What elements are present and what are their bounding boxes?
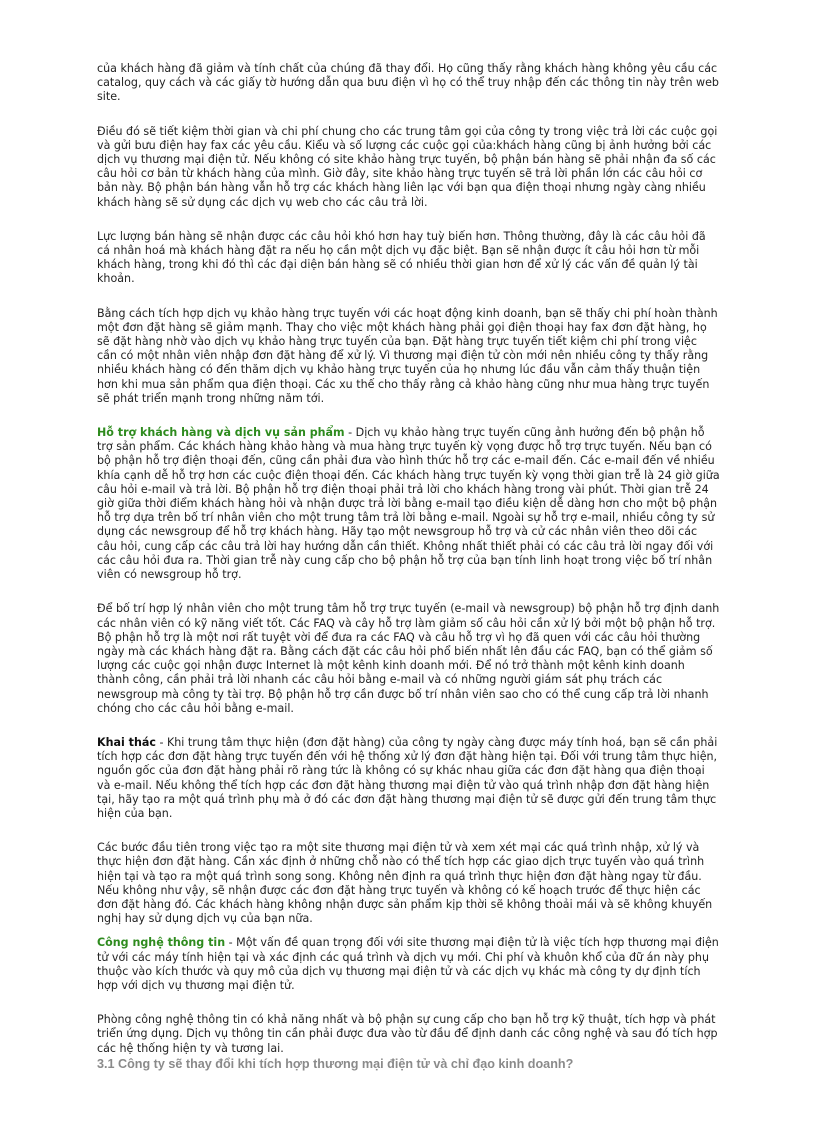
paragraph-customer-catalog: của khách hàng đã giảm và tính chất của chúng đã thay đổi. Họ cũng thấy rằng khách hàng không yêu cầu các catalog, quy cách và các giấy tờ hướng dẫn qua bưu điện vì họ có thể truy nhập đến các thông tin này trên web site. xyxy=(97,62,719,104)
document-page xyxy=(97,62,720,1072)
paragraph-operations-body: - Khi trung tâm thực hiện (đơn đặt hàng) của công ty ngày càng được máy tính hoá, bạn sẽ cần phải tích hợp các đơn đặt hàng trực tuyến đến với hệ thống xử lý đơn đặt hàng hiện tại. Đối với trung tâm thực hiện, nguồn gốc của đơn đặt hàng phải rõ ràng tức là không có sự khác nhau giữa các đơn đặt hàng qua điện thoại và e-mail. Nếu không thể tích hợp các đơn đặt hàng thương mại điện tử vào quá trình nhập đơn đặt hàng hiện tại, hãy tạo ra một quá trình phụ mà ở đó các đơn đặt hàng thương mại điện tử sẽ được gửi đến trung tâm thực hiện của bạn. xyxy=(97,735,718,820)
paragraph-customer-support xyxy=(97,426,720,582)
paragraph-first-steps: Các bước đầu tiên trong việc tạo ra một site thương mại điện tử và xem xét mại các quá trình nhập, xử lý và thực hiện đơn đặt hàng. Cần xác định ở những chỗ nào có thể tích hợp các giao dịch trực tuyến vào quá trình hiện tại và tạo ra một quá trình song song. Không nên định ra quá trình thực hiện đơn đặt hàng ngay từ đầu. Nếu không như vậy, sẽ nhận được các đơn đặt hàng trực tuyến và không có kế hoạch trước để thực hiện các đơn đặt hàng đó. Các khách hàng không nhận được sản phẩm kịp thời sẽ không thoải mái và sẽ không khuyến nghị hay sử dụng dịch vụ của bạn nữa. xyxy=(97,841,713,926)
paragraph-information-technology xyxy=(97,936,720,993)
heading-customer-support: Hỗ trợ khách hàng và dịch vụ sản phẩm xyxy=(97,426,345,440)
paragraph-customer-support-body: - Dịch vụ khảo hàng trực tuyến cũng ảnh hưởng đến bộ phận hỗ trợ sản phẩm. Các khách hàng khảo hàng và mua hàng trực tuyến kỳ vọng được hỗ trợ trực tuyến. Nếu bạn có bộ phận hỗ trợ điện thoại đến, cũng cần phải đưa vào hình thức hỗ trợ các e-mail đến. Các e-mail đến về nhiều khía cạnh dễ hỗ trợ hơn các cuộc điện thoại đến. Các khách hàng trực tuyến kỳ vọng thời gian trễ là 24 giờ giữa câu hỏi e-mail và trả lời. Bộ phận hỗ trợ điện thoại phải trả lời cho khách hàng trong vài phút. Thời gian trễ 24 giờ giữa thời điểm khách hàng hỏi và nhận được trả lời bằng e-mail tạo điều kiện dễ dàng hơn cho một bộ phận hỗ trợ dựa trên bố trí nhân viên cho một trung tâm trả lời bằng e-mail. Ngoài sự hỗ trợ e-mail, nhiều công ty sử dụng các newsgroup để hỗ trợ khách hàng. Hãy tạo một newsgroup hỗ trợ và cử các nhân viên theo dõi các câu hỏi, cung cấp các câu trả lời hay hướng dẫn cần thiết. Không nhất thiết phải có các câu trả lời ngay đối với các câu hỏi đưa ra. Thời gian trễ này cung cấp cho bộ phận hỗ trợ của bạn tính linh hoạt trong việc bố trí nhân viên có newsgroup hỗ trợ. xyxy=(97,426,720,582)
paragraph-operations xyxy=(97,736,720,821)
paragraph-information-technology-body: - Một vấn đề quan trọng đối với site thương mại điện tử là việc tích hợp thương mại điện tử với các máy tính hiện tại và xác định các quá trình và dịch vụ mới. Chi phí và khuôn khổ của đữ án này phụ thuộc vào kích thước và quy mô của dịch vụ thương mại điện tử và các dịch vụ khác mà công ty dự định tích hợp với dịch vụ thương mại điện tử. xyxy=(97,936,719,992)
heading-operations: Khai thác xyxy=(97,735,156,749)
paragraph-order-integration: Bằng cách tích hợp dịch vụ khảo hàng trực tuyến với các hoạt động kinh doanh, bạn sẽ thấy chi phí hoàn thành một đơn đặt hàng sẽ giảm mạnh. Thay cho việc một khách hàng phải gọi điện thoại hay fax đơn đặt hàng, họ sẽ đặt hàng nhờ vào dịch vụ khảo hàng trực tuyến của bạn. Đặt hàng trực tuyến tiết kiệm chi phí trong việc cần có một nhân viên nhập đơn đặt hàng để xử lý. Vì thương mại điện tử còn mới nên nhiều công ty thấy rằng nhiều khách hàng có đến thăm dịch vụ khảo hàng trực tuyến của họ nhưng lúc đầu vẫn cảm thấy thuận tiện hơn khi mua sản phẩm qua điện thoại. Các xu thế cho thấy rằng cả khảo hàng cũng như mua hàng trực tuyến sẽ phát triển mạnh trong những năm tới. xyxy=(97,306,718,405)
paragraph-sales-force: Lực lượng bán hàng sẽ nhận được các câu hỏi khó hơn hay tuỳ biến hơn. Thông thường, đây là các câu hỏi đã cá nhân hoá mà khách hàng đặt ra nếu họ cần một dịch vụ đặc biệt. Bạn sẽ nhận được ít câu hỏi hơn từ mỗi khách hàng, trong khi đó thì các đại diện bán hàng sẽ có nhiều thời gian hơn để xử lý các vấn đề quản lý tài khoản. xyxy=(97,229,706,286)
heading-information-technology: Công nghệ thông tin xyxy=(97,936,226,950)
paragraph-it-department: Phòng công nghệ thông tin có khả năng nhất và bộ phận sự cung cấp cho bạn hỗ trợ kỹ thuật, tích hợp và phát triển ứng dụng. Dịch vụ thông tin cần phải được đưa vào từ đầu để định danh các công nghệ và sau đó tích hợp các hệ thống hiện ty và tương lai. xyxy=(97,1013,718,1055)
paragraph-support-staffing: Để bố trí hợp lý nhân viên cho một trung tâm hỗ trợ trực tuyến (e-mail và newsgroup) bộ phận hỗ trợ định danh các nhân viên có kỹ năng viết tốt. Các FAQ và cây hỗ trợ làm giảm số câu hỏi cần xử lý bởi một bộ phận hỗ trợ. Bộ phận hỗ trợ là một nơi rất tuyệt vời để đưa ra các FAQ và câu hỗ trợ vì họ đã quen với các câu hỏi thường ngày mà các khách hàng đặt ra. Bằng cách đặt các câu hỏi phổ biến nhất lên đầu các FAQ, bạn có thể giảm số lượng các cuộc gọi nhận được Internet là một kênh kinh doanh mới. Để nó trở thành một kênh kinh doanh thành công, cần phải trả lời nhanh các câu hỏi bằng e-mail và có những người giám sát phụ trách các newsgroup mà công ty tài trợ. Bộ phận hỗ trợ cần được bố trí nhân viên sao cho có thể cung cấp trả lời nhanh chóng cho các câu hỏi bằng e-mail. xyxy=(97,602,720,715)
section-title: 3.1 Công ty sẽ thay đổi khi tích hợp thương mại điện tử và chỉ đạo kinh doanh? xyxy=(97,1056,574,1071)
paragraph-call-center: Điều đó sẽ tiết kiệm thời gian và chi phí chung cho các trung tâm gọi của công ty trong việc trả lời các cuộc gọi và gửi bưu điện hay fax các yêu cầu. Kiểu và số lượng các cuộc gọi của:khách hàng cũng bị ảnh hưởng bởi các dịch vụ thương mại điện tử. Nếu không có site khảo hàng trực tuyến, bộ phận bán hàng sẽ phải nhận đa số các câu hỏi cơ bản từ khách hàng của mình. Giờ đây, site khảo hàng trực tuyến sẽ trả lời phần lớn các câu hỏi cơ bản này. Bộ phận bán hàng vẫn hỗ trợ các khách hàng liên lạc với bạn qua điện thoại nhưng ngày càng nhiều khách hàng sẽ sử dụng các dịch vụ web cho các câu trả lời. xyxy=(97,124,718,209)
